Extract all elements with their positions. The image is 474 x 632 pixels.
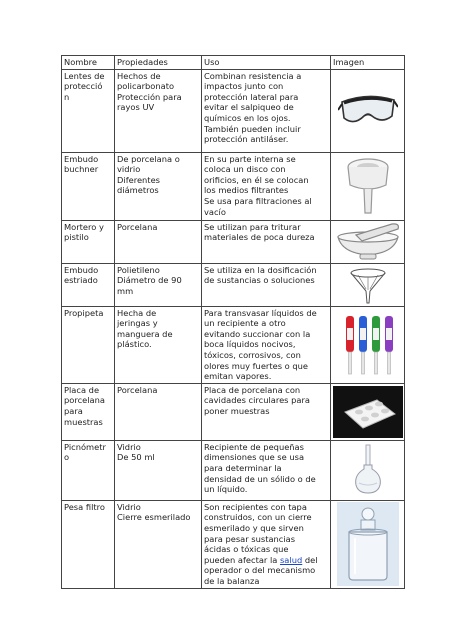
header-propiedades: Propiedades: [115, 56, 202, 70]
table-row: [62, 69, 405, 152]
cell-uso: En su parte interna se coloca un disco con orificios, en él se colocan los medios filtrantes Se usa para filtraciones al vacío: [202, 152, 331, 220]
table-row: [62, 440, 405, 500]
cell-nombre: Lentes de protecció n: [62, 69, 115, 152]
cell-uso: Se utilizan para triturar materiales de poca dureza: [202, 220, 331, 263]
pipette-filler: [359, 316, 367, 374]
cell-nombre: Placa de porcelana para muestras: [62, 383, 115, 440]
cell-uso: Se utiliza en la dosificación de sustancias o soluciones: [202, 263, 331, 306]
uso-text-before: Son recipientes con tapa construidos, con un cierre esmerilado y que sirven para pesar sustancias ácidas o tóxicas que pueden afectar la: [204, 501, 312, 565]
cell-imagen: [331, 306, 405, 383]
cell-nombre: Mortero y pistilo: [62, 220, 115, 263]
salud-link[interactable]: salud: [279, 554, 303, 565]
table-row: [62, 263, 405, 306]
cell-imagen: [331, 152, 405, 220]
pipette-filler: [385, 316, 393, 374]
pipette-filler: [346, 316, 354, 374]
table-header-row: [62, 56, 405, 70]
pycnometer-icon: [351, 443, 385, 497]
table-row: [62, 383, 405, 440]
cell-uso: [202, 500, 331, 588]
cell-imagen: [331, 383, 405, 440]
cell-propiedades: Polietileno Diámetro de 90 mm: [115, 263, 202, 306]
cell-nombre: Propipeta: [62, 306, 115, 383]
cell-propiedades: Hecha de jeringas y manguera de plástico.: [115, 306, 202, 383]
cell-propiedades: Vidrio De 50 ml: [115, 440, 202, 500]
uso-text-after: del operador o del mecanismo de la balanza: [204, 554, 318, 586]
table-row: [62, 500, 405, 588]
cell-propiedades: De porcelana o vidrio Diferentes diámetros: [115, 152, 202, 220]
cell-propiedades: Porcelana: [115, 220, 202, 263]
weighing-bottle-icon: [337, 502, 399, 586]
pipette-filler: [372, 316, 380, 374]
header-uso: Uso: [202, 56, 331, 70]
table-row: [62, 220, 405, 263]
spot-plate-icon: [333, 386, 403, 438]
mortar-pestle-icon: [332, 221, 404, 263]
cell-uso: Placa de porcelana con cavidades circulares para poner muestras: [202, 383, 331, 440]
lab-equipment-table: [61, 55, 405, 589]
cell-imagen: [331, 440, 405, 500]
cell-uso: Combinan resistencia a impactos junto con protección lateral para evitar el salpiqueo de químicos en los ojos. También pueden incluir protección antiláser.: [202, 69, 331, 152]
cell-imagen: [331, 69, 405, 152]
table-row: [62, 306, 405, 383]
cell-uso: Recipiente de pequeñas dimensiones que se usa para determinar la densidad de un sólido o de un líquido.: [202, 440, 331, 500]
ribbed-funnel-icon: [348, 265, 388, 305]
table-row: [62, 152, 405, 220]
cell-imagen: [331, 263, 405, 306]
cell-propiedades: Porcelana: [115, 383, 202, 440]
cell-nombre: Pesa filtro: [62, 500, 115, 588]
cell-nombre: Embudo buchner: [62, 152, 115, 220]
cell-uso: Para transvasar líquidos de un recipiente a otro evitando succionar con la boca líquidos nocivos, tóxicos, corrosivos, con olores muy fuertes o que emitan vapores.: [202, 306, 331, 383]
safety-goggles-icon: [338, 86, 398, 136]
header-nombre: Nombre: [62, 56, 115, 70]
header-imagen: Imagen: [331, 56, 405, 70]
cell-nombre: Embudo estriado: [62, 263, 115, 306]
buchner-funnel-icon: [343, 155, 393, 217]
pipette-fillers-icon: [340, 312, 396, 378]
cell-imagen: [331, 500, 405, 588]
cell-imagen: [331, 220, 405, 263]
cell-nombre: Picnómetr o: [62, 440, 115, 500]
cell-propiedades: Vidrio Cierre esmerilado: [115, 500, 202, 588]
cell-propiedades: Hechos de policarbonato Protección para rayos UV: [115, 69, 202, 152]
